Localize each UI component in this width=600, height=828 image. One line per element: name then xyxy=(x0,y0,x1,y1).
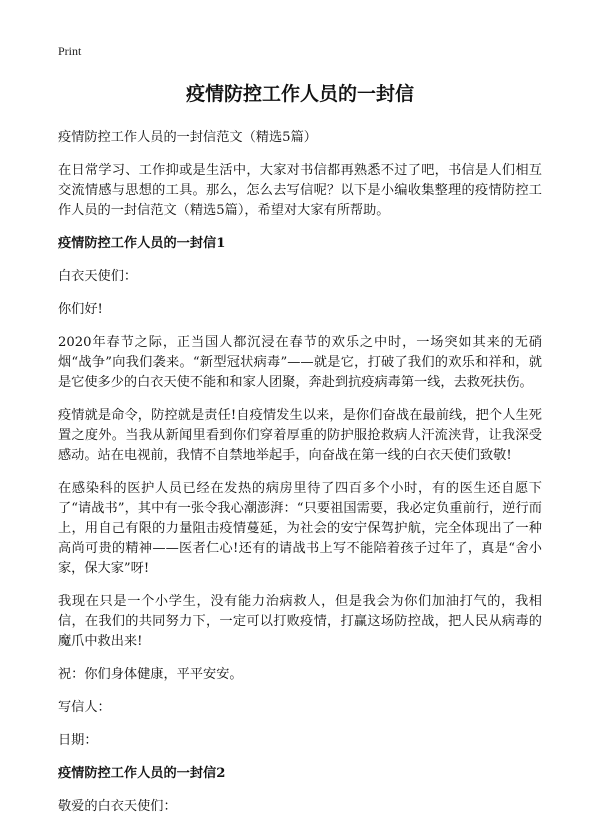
print-link[interactable]: Print xyxy=(58,44,82,58)
page-title: 疫情防控工作人员的一封信 xyxy=(185,83,414,105)
letter1-paragraph-2: 疫情就是命令，防控就是责任!自疫情发生以来，是你们奋战在最前线，把个人生死置之度外。当我从新闻里看到你们穿着厚重的防护服抢救病人汗流浃背，让我深受感动。站在电视前，我情不自禁地举起手，向奋战在第一线的白衣天使们致敬! xyxy=(58,408,542,463)
subtitle: 疫情防控工作人员的一封信范文（精选5篇） xyxy=(58,130,317,145)
letter1-paragraph-1: 2020年春节之际，正当国人都沉浸在春节的欢乐之中时，一场突如其来的无硝烟“战争”向我们袭来。“新型冠状病毒”——就是它，打破了我们的欢乐和祥和，就是它使多少的白衣天使不能和和家人团聚，奔赴到抗疫病毒第一线，去救死扶伤。 xyxy=(58,335,542,390)
letter1-date: 日期： xyxy=(58,733,98,748)
letter1-heading: 疫情防控工作人员的一封信1 xyxy=(58,236,226,251)
letter1-paragraph-3: 在感染科的医护人员已经在发热的病房里待了四百多个小时，有的医生还自愿下了“请战书”，其中有一张令我心潮澎湃：“只要祖国需要，我必定负重前行，逆行而上，用自己有限的力量阻击疫情蔓延，为社会的安宁保驾护航，完全体现出了一种高尚可贵的精神——医者仁心!还有的请战书上写不能陪着孩子过年了，真是“舍小家，保大家”呀! xyxy=(58,481,542,576)
letter1-paragraph-4: 我现在只是一个小学生，没有能力治病救人，但是我会为你们加油打气的，我相信，在我们的共同努力下，一定可以打败疫情，打赢这场防控战，把人民从病毒的魔爪中救出来! xyxy=(58,594,542,649)
letter2-heading: 疫情防控工作人员的一封信2 xyxy=(58,766,226,781)
letter1-wish: 祝：你们身体健康，平平安安。 xyxy=(58,667,243,682)
letter1-writer: 写信人： xyxy=(58,700,111,715)
letter2-salutation: 敬爱的白衣天使们： xyxy=(58,799,177,814)
letter1-greeting: 你们好! xyxy=(58,302,103,317)
letter1-salutation: 白衣天使们： xyxy=(58,269,138,284)
intro-paragraph: 在日常学习、工作抑或是生活中，大家对书信都再熟悉不过了吧，书信是人们相互交流情感与思想的工具。那么，怎么去写信呢？以下是小编收集整理的疫情防控工作人员的一封信范文（精选5篇），希望对大家有所帮助。 xyxy=(58,163,542,218)
